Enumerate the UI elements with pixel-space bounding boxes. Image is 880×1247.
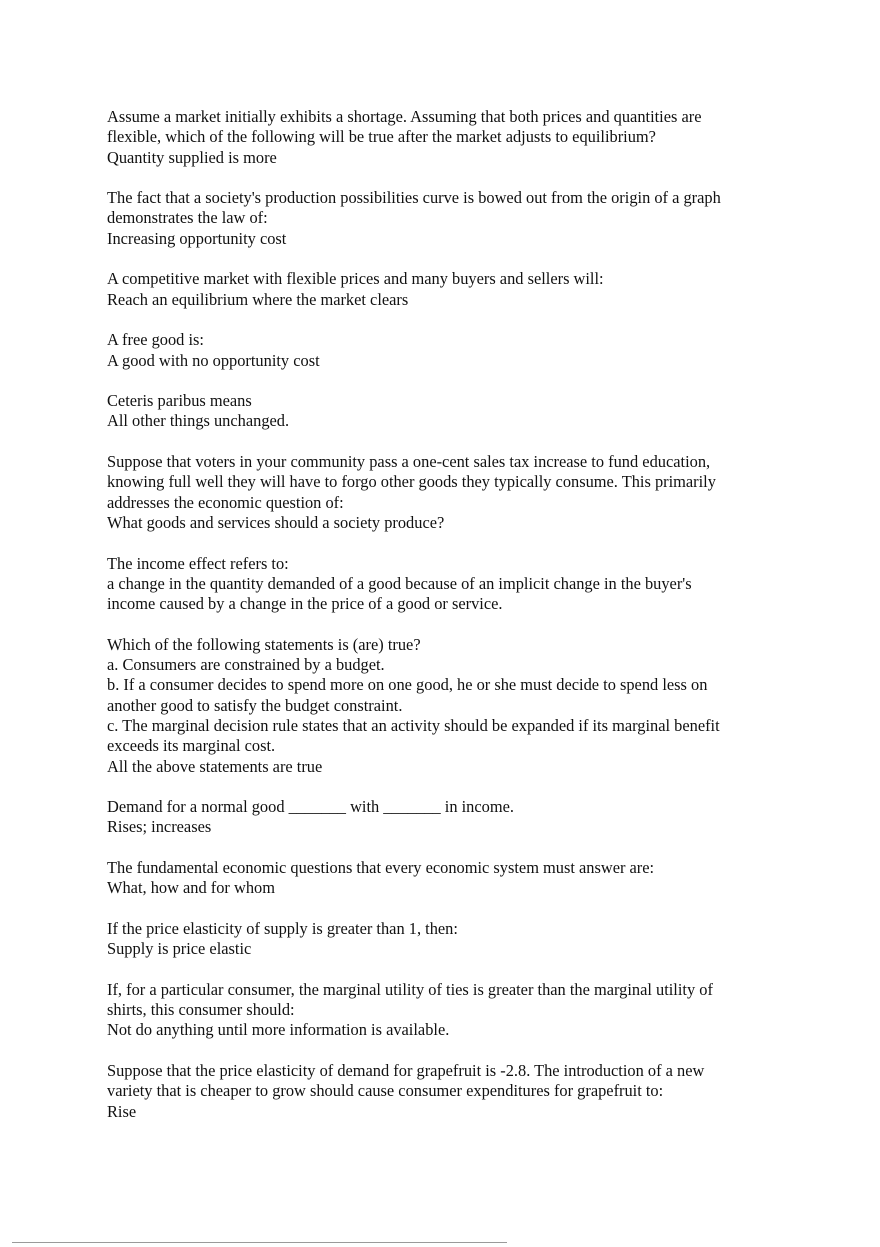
answer-line: Not do anything until more information is available. bbox=[107, 1020, 450, 1040]
statement-line: b. If a consumer decides to spend more on one good, he or she must decide to spend less on bbox=[107, 675, 708, 695]
answer-line: What goods and services should a society produce? bbox=[107, 512, 445, 532]
question-line: A competitive market with flexible prices and many buyers and sellers will: bbox=[107, 269, 604, 289]
statement-line: exceeds its marginal cost. bbox=[107, 736, 276, 756]
answer-line: Rise bbox=[107, 1101, 137, 1121]
question-line: The fact that a society's production possibilities curve is bowed out from the origin of a graph bbox=[107, 188, 721, 208]
answer-line: a change in the quantity demanded of a good because of an implicit change in the buyer's bbox=[107, 573, 692, 593]
qa-item-9 bbox=[107, 797, 787, 838]
question-line: shirts, this consumer should: bbox=[107, 1000, 295, 1020]
question-line: Demand for a normal good _______ with _______ in income. bbox=[107, 797, 514, 817]
qa-item-4 bbox=[107, 330, 787, 371]
question-line: Ceteris paribus means bbox=[107, 391, 252, 411]
question-line: flexible, which of the following will be true after the market adjusts to equilibrium? bbox=[107, 127, 656, 147]
answer-line: Reach an equilibrium where the market clears bbox=[107, 289, 409, 309]
statement-line: a. Consumers are constrained by a budget. bbox=[107, 655, 385, 675]
answer-line: income caused by a change in the price of a good or service. bbox=[107, 594, 503, 614]
answer-line: Rises; increases bbox=[107, 817, 212, 837]
answer-line: What, how and for whom bbox=[107, 878, 275, 898]
question-line: variety that is cheaper to grow should cause consumer expenditures for grapefruit to: bbox=[107, 1081, 664, 1101]
question-line: Which of the following statements is (are) true? bbox=[107, 634, 421, 654]
question-line: If the price elasticity of supply is greater than 1, then: bbox=[107, 918, 458, 938]
qa-item-6 bbox=[107, 452, 787, 533]
qa-item-8 bbox=[107, 635, 787, 777]
footer-divider bbox=[12, 1242, 507, 1243]
qa-item-3 bbox=[107, 269, 787, 310]
qa-item-5 bbox=[107, 391, 787, 432]
question-line: The fundamental economic questions that every economic system must answer are: bbox=[107, 857, 655, 877]
question-line: demonstrates the law of: bbox=[107, 208, 268, 228]
answer-line: Increasing opportunity cost bbox=[107, 228, 287, 248]
question-line: addresses the economic question of: bbox=[107, 492, 344, 512]
qa-item-2 bbox=[107, 188, 787, 249]
qa-item-10 bbox=[107, 858, 787, 899]
qa-item-7 bbox=[107, 554, 787, 615]
question-line: Assume a market initially exhibits a shortage. Assuming that both prices and quantities are bbox=[107, 107, 702, 126]
document-page bbox=[107, 107, 787, 1142]
question-line: If, for a particular consumer, the marginal utility of ties is greater than the marginal utility of bbox=[107, 979, 713, 999]
answer-line: Supply is price elastic bbox=[107, 939, 252, 959]
question-line: Suppose that voters in your community pass a one-cent sales tax increase to fund education, bbox=[107, 452, 711, 472]
answer-line: A good with no opportunity cost bbox=[107, 350, 320, 370]
answer-line: Quantity supplied is more bbox=[107, 147, 277, 167]
answer-line: All the above statements are true bbox=[107, 756, 323, 776]
qa-item-1 bbox=[107, 107, 787, 168]
answer-line: All other things unchanged. bbox=[107, 411, 290, 431]
question-line: Suppose that the price elasticity of demand for grapefruit is -2.8. The introduction of a new bbox=[107, 1060, 705, 1080]
question-line: The income effect refers to: bbox=[107, 553, 289, 573]
statement-line: c. The marginal decision rule states that an activity should be expanded if its marginal benefit bbox=[107, 715, 720, 735]
qa-item-13 bbox=[107, 1061, 787, 1122]
qa-item-11 bbox=[107, 919, 787, 960]
question-line: knowing full well they will have to forgo other goods they typically consume. This primarily bbox=[107, 472, 716, 492]
qa-item-12 bbox=[107, 980, 787, 1041]
question-line: A free good is: bbox=[107, 330, 204, 350]
statement-line: another good to satisfy the budget constraint. bbox=[107, 695, 403, 715]
